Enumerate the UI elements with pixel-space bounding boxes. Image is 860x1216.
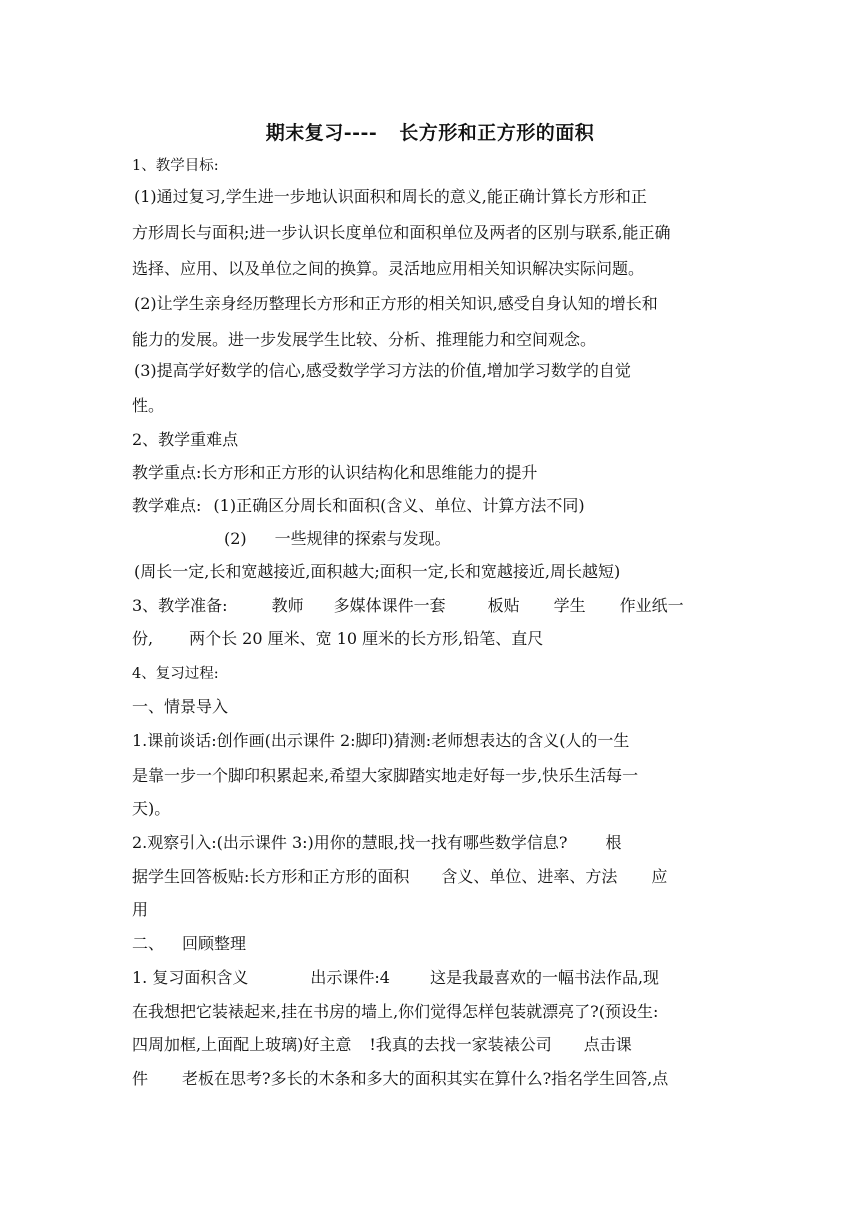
title-topic: 长方形和正方形的面积 (399, 122, 595, 144)
goal-3-line-2: 性。 (132, 396, 165, 415)
review-text-3a: 四周加框,上面配上玻璃)好主意 (132, 1035, 352, 1054)
difficulty-line-1 (132, 496, 732, 516)
goal-2-line-1: (2)让学生亲身经历整理长方形和正方形的相关知识,感受自身认知的增长和 (134, 294, 658, 313)
observe-board-text: 据学生回答板贴:长方形和正方形的面积 (132, 867, 410, 886)
observe-line-1 (132, 833, 732, 853)
goal-1-line-2: 方形周长与面积;进一步认识长度单位和面积单位及两者的区别与联系,能正确 (132, 223, 671, 242)
preparation-fen: 份, (132, 629, 154, 648)
review-line-3 (132, 1035, 732, 1055)
goal-2-line-2: 能力的发展。进一步发展学生比较、分析、推理能力和空间观念。 (132, 330, 597, 349)
title-prefix: 期末复习---- (265, 122, 378, 144)
goal-1-line-1: (1)通过复习,学生进一步地认识面积和周长的意义,能正确计算长方形和正 (134, 187, 647, 206)
preparation-media: 多媒体课件一套 (333, 596, 446, 615)
observe-board-items: 含义、单位、进率、方法 (441, 867, 618, 886)
preparation-board: 板贴 (487, 596, 520, 615)
goal-1-line-3: 选择、应用、以及单位之间的换算。灵活地应用相关知识解决实际问题。 (132, 259, 645, 278)
preparation-materials: 两个长 20 厘米、宽 10 厘米的长方形,铅笔、直尺 (189, 629, 544, 648)
review-line-4 (132, 1069, 732, 1089)
rule-note: (周长一定,长和宽越接近,面积越大;面积一定,长和宽越接近,周长越短) (134, 562, 621, 581)
talk-line-2: 是靠一步一个脚印积累起来,希望大家脚踏实地走好每一步,快乐生活每一 (132, 766, 639, 785)
review-text-3c: 点击课 (583, 1035, 632, 1054)
review-text-4a: 件 (132, 1069, 149, 1088)
observe-line-2 (132, 867, 732, 887)
talk-line-1: 1.课前谈话:创作画(出示课件 2:脚印)猜测:老师想表达的含义(人的一生 (132, 731, 630, 750)
section-heading-process: 4、复习过程: (132, 666, 219, 682)
observe-gen: 根 (605, 833, 622, 852)
preparation-student: 学生 (553, 596, 586, 615)
difficulty-item-1: (1)正确区分周长和面积(含义、单位、计算方法不同) (213, 496, 585, 515)
part-2-number: 二、 (132, 934, 165, 953)
section-heading-goals: 1、教学目标: (132, 158, 219, 174)
observe-line-3: 用 (132, 900, 149, 919)
part-2-heading (132, 934, 732, 954)
key-point-text: 教学重点:长方形和正方形的认识结构化和思维能力的提升 (132, 463, 538, 482)
preparation-paper: 作业纸一 (619, 596, 684, 615)
review-line-2: 在我想把它装裱起来,挂在书房的墙上,你们觉得怎样包装就漂亮了?(预设生: (132, 1002, 659, 1021)
review-line-1 (132, 968, 732, 988)
review-text-4b: 老板在思考?多长的木条和多大的面积其实在算什么?指名学生回答,点 (182, 1069, 669, 1088)
difficulty-item-2-number: (2) (224, 529, 247, 548)
observe-ying: 应 (651, 867, 668, 886)
review-heading: 1. 复习面积含义 (132, 968, 249, 987)
review-text-1: 这是我最喜欢的一幅书法作品,现 (429, 968, 660, 987)
preparation-teacher: 教师 (271, 596, 304, 615)
document-title (0, 118, 860, 145)
difficulty-line-2 (224, 529, 824, 549)
review-courseware: 出示课件:4 (310, 968, 390, 987)
observe-text: 2.观察引入:(出示课件 3:)用你的慧眼,找一找有哪些数学信息? (132, 833, 568, 852)
part-1-heading: 一、情景导入 (132, 697, 229, 716)
section-heading-key-points: 2、教学重难点 (132, 430, 239, 449)
preparation-line-2 (132, 629, 732, 649)
difficulty-label: 教学难点: (132, 496, 202, 515)
part-2-text: 回顾整理 (182, 934, 247, 953)
review-text-3b: !我真的去找一家装裱公司 (369, 1035, 552, 1054)
preparation-line-1 (132, 596, 732, 616)
preparation-label: 3、教学准备: (132, 596, 228, 615)
goal-3-line-1: (3)提高学好数学的信心,感受数学学习方法的价值,增加学习数学的自觉 (134, 361, 631, 380)
difficulty-item-2-text: 一些规律的探索与发现。 (274, 529, 451, 548)
talk-line-3: 天)。 (132, 799, 171, 818)
